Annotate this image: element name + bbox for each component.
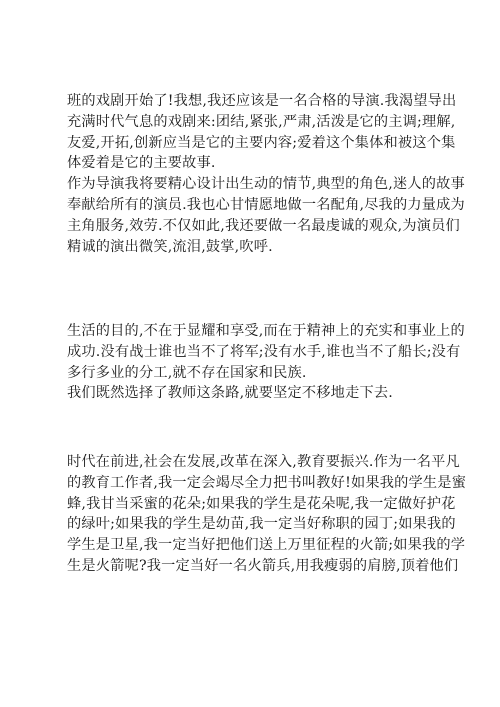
text-line: 多行多业的分工,就不存在国家和民族.: [67, 364, 307, 381]
text-line: 我们既然选择了教师这条路,就要坚定不移地走下去.: [67, 385, 393, 402]
text-line: 充满时代气息的戏剧来:团结,紧张,严肃,活泼是它的主调;理解,: [67, 113, 456, 130]
text-line: 学生是卫星,我一定当好把他们送上万里征程的火箭;如果我的学: [67, 537, 466, 554]
text-line: 的绿叶;如果我的学生是幼苗,我一定当好称职的园丁;如果我的: [67, 516, 456, 533]
text-line: 友爱,开拓,创新应当是它的主要内容;爱着这个集体和被这个集: [67, 134, 456, 151]
paragraph-era-progress: [67, 452, 467, 577]
text-line: 的教育工作者,我一定会竭尽全力把书叫教好!如果我的学生是蜜: [67, 474, 467, 491]
text-line: 作为导演我将要精心设计出生动的情节,典型的角色,迷人的故事: [67, 176, 465, 193]
text-line: 成功.没有战士谁也当不了将军;没有水手,谁也当不了船长;没有: [67, 343, 461, 360]
paragraph-purpose-of-life: [67, 321, 465, 404]
text-line: 奉献给所有的演员.我也心甘情愿地做一名配角,尽我的力量成为: [67, 196, 465, 213]
text-line: 生活的目的,不在于显耀和享受,而在于精神上的充实和事业上的: [67, 323, 465, 339]
text-line: 主角服务,效劳.不仅如此,我还要做一名最虔诚的观众,为演员们: [67, 217, 460, 234]
text-line: 生是火箭呢?我一定当好一名火箭兵,用我瘦弱的肩膀,顶着他们: [67, 557, 459, 574]
text-line: 班的戏剧开始了!我想,我还应该是一名合格的导演.我渴望导出: [67, 93, 457, 109]
paragraph-drama-director: [67, 91, 465, 257]
text-line: 蜂,我甘当采蜜的花朵;如果我的学生是花朵呢,我一定做好护花: [67, 495, 456, 512]
text-line: 体爱着是它的主要故事.: [67, 155, 216, 172]
text-line: 时代在前进,社会在发展,改革在深入,教育要振兴.作为一名平凡: [67, 454, 460, 470]
text-line: 精诚的演出微笑,流泪,鼓掌,吹呼.: [67, 238, 273, 255]
